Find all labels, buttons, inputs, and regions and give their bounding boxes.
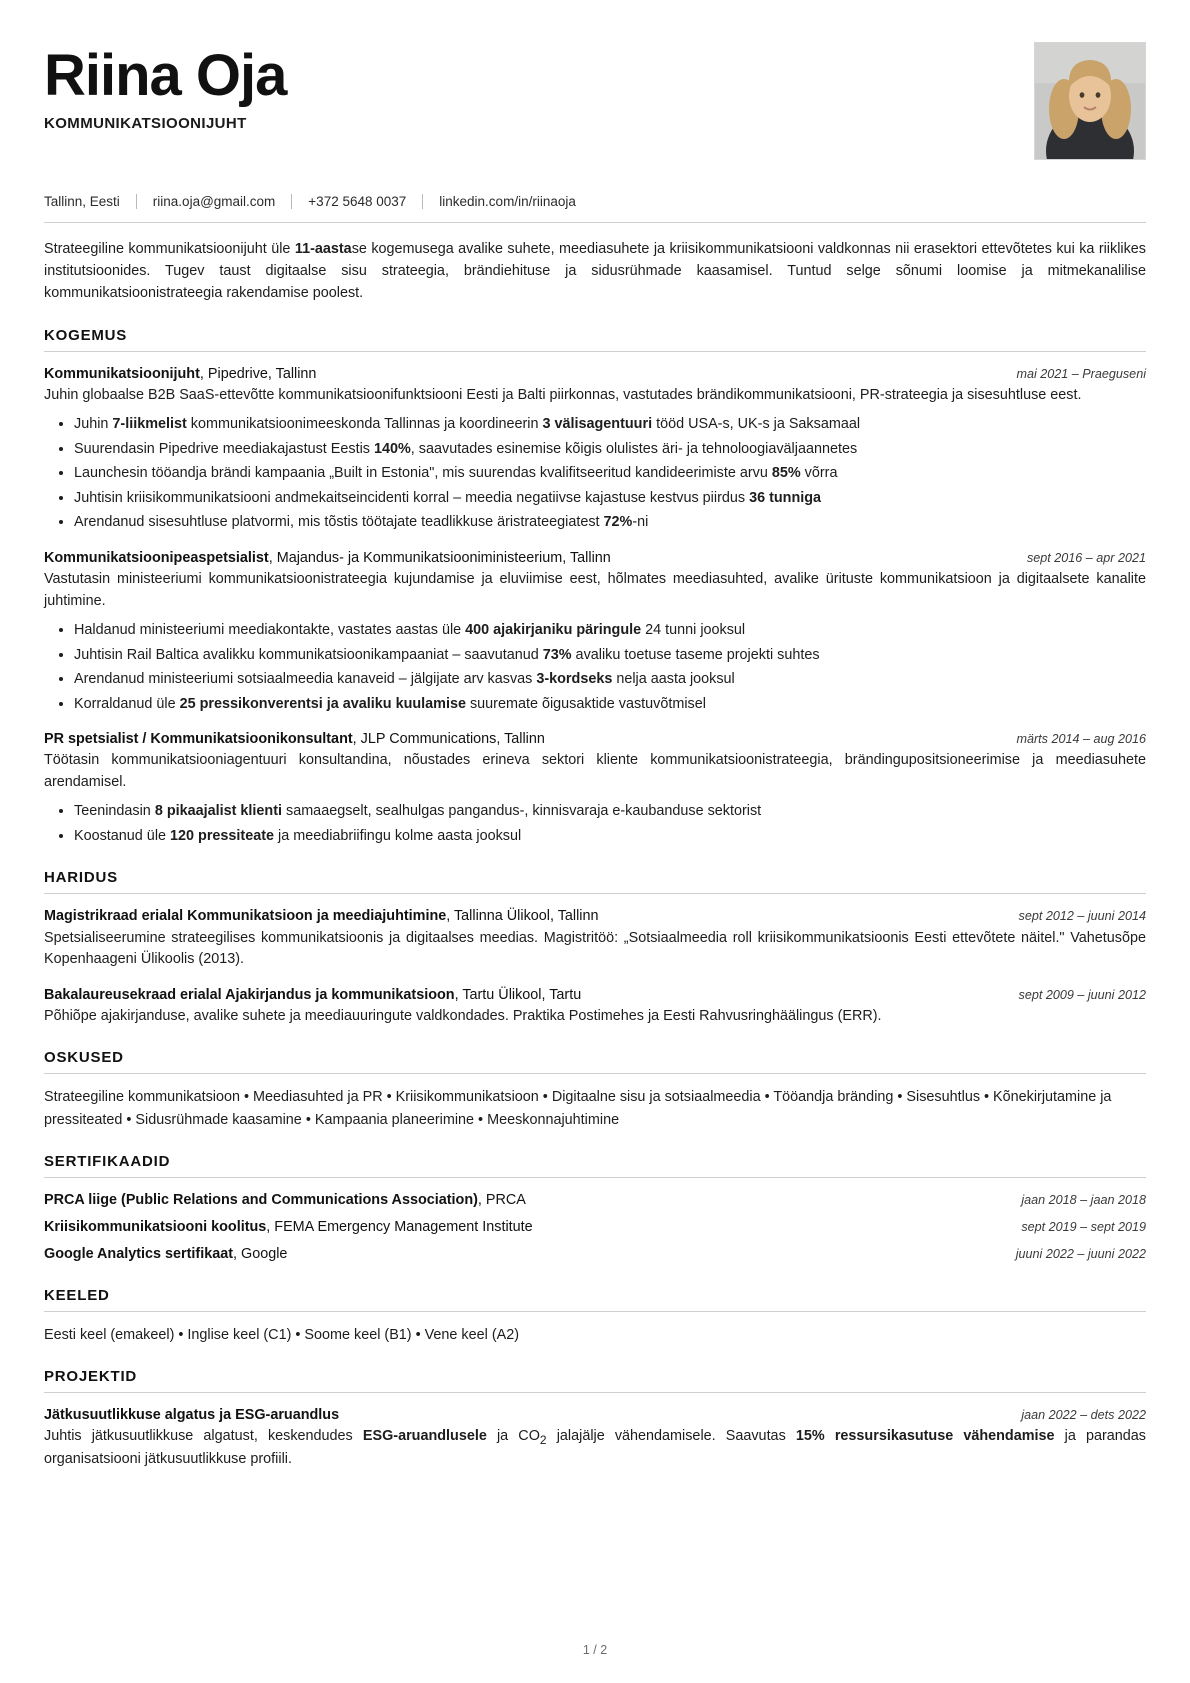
list-item: • Arendanud sisesuhtluse platvormi, mis tõstis töötajate teadlikkuse äristrateegiatest 72%-ni <box>74 511 1146 533</box>
contact-location: Tallinn, Eesti <box>44 194 120 209</box>
entry-company: , Majandus- ja Kommunikatsiooniministeerium, Tallinn <box>268 549 611 566</box>
entry-header <box>44 364 1146 384</box>
entry-bullets <box>44 619 1146 715</box>
page-footer <box>0 1643 1190 1657</box>
professional-summary: Strateegiline kommunikatsioonijuht üle 11-aastase kogemusega avalike suhete, meediasuhete ja kriisikommunikatsiooni valdkonnas nii erasektori ettevõtetes kui ka riiklikes institutsioonides. Tugev taust digitaalse sisu strateegia, brändiehituse ja sidusrühmade kaasamisel. Tuntud selge sõnumi loomise ja mitmekanalilise kommunikatsioonistrateegia rakendamise poolest. <box>44 241 1146 301</box>
entry-title <box>44 729 545 749</box>
page-title: Riina Oja <box>44 43 287 108</box>
entry-date: märts 2014 – aug 2016 <box>1016 732 1146 747</box>
section-title-certificates: SERTIFIKAADID <box>44 1153 1146 1178</box>
entry-company: , JLP Communications, Tallinn <box>352 731 545 748</box>
entry-date: sept 2016 – apr 2021 <box>1026 550 1146 565</box>
entry-title <box>44 906 599 926</box>
entry-description: Töötasin kommunikatsiooniagentuuri konsultandina, nõustades erineva sektori kliente kommunikatsioonistrateegia, brändingupositsioneerimise ja meediasuhete arendamisel. <box>44 752 1146 790</box>
list-item: • Korraldanud üle 25 pressikonverentsi ja avaliku kuulamise suuremate õigusaktide vastuvõtmisel <box>74 693 1146 715</box>
entry-degree: Magistrikraad erialal Kommunikatsioon ja meediajuhtimine <box>44 908 447 925</box>
entry-date: juuni 2022 – juuni 2022 <box>1015 1247 1146 1262</box>
entry-title <box>44 1190 526 1210</box>
entry-date: sept 2009 – juuni 2012 <box>1018 987 1146 1002</box>
section-title-education: HARIDUS <box>44 869 1146 894</box>
entry-title <box>44 364 316 384</box>
section-title-skills: OSKUSED <box>44 1049 1146 1074</box>
entry-description: Vastutasin ministeeriumi kommunikatsioonistrateegia kujundamise ja eluviimise eest, hõlmates meediasuhted, avalike ürituste kommunikatsioon ja digitaalsete kanalite juhtimine. <box>44 570 1146 609</box>
entry-company: , Pipedrive, Tallinn <box>199 365 317 382</box>
divider <box>136 194 137 209</box>
entry-title <box>44 1244 287 1264</box>
entry-bullets <box>44 800 1146 847</box>
header-text-block <box>44 42 286 132</box>
list-item: • Juhtisin kriisikommunikatsiooni andmekaitseincidenti korral – meedia negatiivse kajastuse kestvus piirdus 36 tunniga <box>74 487 1146 509</box>
certificate-issuer: , PRCA <box>477 1192 526 1209</box>
entry-degree: Bakalaureusekraad erialal Ajakirjandus ja kommunikatsioon <box>44 986 455 1003</box>
divider <box>422 194 423 209</box>
entry-title <box>44 1405 339 1425</box>
certificate-name: PRCA liige (Public Relations and Communications Association) <box>44 1192 478 1209</box>
entry-role: Kommunikatsioonijuht <box>44 365 200 382</box>
contact-phone[interactable]: +372 5648 0037 <box>308 194 407 209</box>
resume-header <box>44 42 1146 160</box>
section-experience <box>44 327 1146 848</box>
contact-bar <box>44 194 1146 223</box>
certificate-entry <box>44 1217 1146 1237</box>
entry-header <box>44 906 1146 926</box>
entry-date: jaan 2018 – jaan 2018 <box>1021 1193 1146 1208</box>
certificate-name: Google Analytics sertifikaat <box>44 1246 234 1263</box>
entry-school: , Tallinna Ülikool, Tallinn <box>446 908 599 925</box>
entry-header <box>44 1405 1146 1425</box>
list-item: • Suurendasin Pipedrive meediakajastust Eestis 140%, saavutades esinemise kõigis olulistes äri- ja tehnoloogiaväljaannetes <box>74 438 1146 460</box>
section-skills <box>44 1049 1146 1131</box>
entry-description: Spetsialiseerumine strateegilises kommunikatsioonis ja digitaalses meedias. Magistritöö: „Sotsiaalmeedia roll kriisikommunikatsioonis Eesti ettevõtete näitel." Vahetusõpe Kopenhaageni Ülikoolis (2013). <box>44 929 1146 968</box>
section-certificates <box>44 1153 1146 1264</box>
entry-description: Juhtis jätkusuutlikkuse algatust, keskendudes ESG-aruandlusele ja $CO_2$ jalajälje vähendamisele. Saavutas 15% ressursikasutuse vähendamise ja parandas organisatsiooni jätkusuutlikkuse profiili. <box>44 1428 1146 1467</box>
section-education <box>44 869 1146 1027</box>
section-title-projects: PROJEKTID <box>44 1368 1146 1393</box>
entry-date: mai 2021 – Praeguseni <box>1016 366 1146 381</box>
portrait-photo-icon <box>1035 43 1145 159</box>
entry-role: PR spetsialist / Kommunikatsioonikonsultant <box>44 731 353 748</box>
entry-header <box>44 985 1146 1005</box>
page-indicator: 1 / 2 <box>582 1643 608 1657</box>
experience-entry <box>44 364 1146 534</box>
entry-role: Kommunikatsioonipeaspetsialist <box>44 549 269 566</box>
experience-entry <box>44 548 1146 715</box>
section-languages <box>44 1287 1146 1346</box>
list-item: • Juhin 7-liikmelist kommunikatsioonimeeskonda Tallinnas ja koordineerin 3 välisagentuuri tööd USA-s, UK-s ja Saksamaal <box>74 413 1146 435</box>
section-projects <box>44 1368 1146 1471</box>
experience-entry <box>44 729 1146 847</box>
entry-description: Põhiõpe ajakirjanduse, avalike suhete ja meediauuringute valdkondades. Praktika Postimehes ja Eesti Rahvusringhäälingus (ERR). <box>44 1007 882 1024</box>
skills-list: Strateegiline kommunikatsioon • Meediasuhted ja PR • Kriisikommunikatsioon • Digitaalne sisu ja sotsiaalmeedia • Tööandja bränding • Sisesuhtlus • Kõnekirjutamine ja pressiteated • Sidusrühmade kaasamine • Kampaania planeerimine • Meeskonnajuhtimine <box>44 1089 1112 1128</box>
entry-date: sept 2019 – sept 2019 <box>1021 1220 1146 1235</box>
education-entry <box>44 985 1146 1028</box>
entry-title <box>44 548 611 568</box>
entry-description: Juhin globaalse B2B SaaS-ettevõtte kommunikatsioonifunktsiooni Eesti ja Balti piirkonnas, vastutades brändikommunikatsiooni, PR-strateegia ja sisesuhtluse eest. <box>44 386 1082 403</box>
list-item: • Juhtisin Rail Baltica avalikku kommunikatsioonikampaaniat – saavutanud 73% avaliku toetuse taseme projekti suhtes <box>74 644 1146 666</box>
certificate-issuer: , FEMA Emergency Management Institute <box>266 1219 533 1236</box>
certificate-name: Kriisikommunikatsiooni koolitus <box>44 1219 267 1236</box>
contact-email[interactable]: riina.oja@gmail.com <box>152 194 276 209</box>
section-title-languages: KEELED <box>44 1287 1146 1312</box>
entry-bullets <box>44 413 1146 533</box>
list-item: • Teenindasin 8 pikaajalist klienti samaaegselt, sealhulgas pangandus-, kinnisvaraja e-kaubanduse sektorist <box>74 800 1146 822</box>
contact-linkedin[interactable]: linkedin.com/in/riinaoja <box>439 194 576 209</box>
project-name: Jätkusuutlikkuse algatus ja ESG-aruandlus <box>44 1406 340 1423</box>
certificate-issuer: , Google <box>233 1246 288 1263</box>
entry-header <box>44 548 1146 568</box>
avatar <box>1034 42 1146 160</box>
list-item: • Haldanud ministeeriumi meediakontakte, vastates aastas üle 400 ajakirjaniku päringule 24 tunni jooksul <box>74 619 1146 641</box>
entry-school: , Tartu Ülikool, Tartu <box>454 986 582 1003</box>
education-entry <box>44 906 1146 970</box>
job-title: KOMMUNIKATSIOONIJUHT <box>44 114 247 132</box>
divider <box>291 194 292 209</box>
entry-title <box>44 1217 533 1237</box>
project-entry <box>44 1405 1146 1471</box>
entry-date: sept 2012 – juuni 2014 <box>1018 909 1146 924</box>
list-item: • Launchesin tööandja brändi kampaania „Built in Estonia", mis suurendas kvalifitseeritud kandideerimiste arvu 85% võrra <box>74 462 1146 484</box>
section-title-experience: KOGEMUS <box>44 327 1146 352</box>
languages-list: Eesti keel (emakeel) • Inglise keel (C1) • Soome keel (B1) • Vene keel (A2) <box>44 1326 520 1343</box>
list-item: • Arendanud ministeeriumi sotsiaalmeedia kanaveid – jälgijate arv kasvas 3-kordseks nelja aasta jooksul <box>74 668 1146 690</box>
entry-date: jaan 2022 – dets 2022 <box>1021 1407 1146 1422</box>
list-item: • Koostanud üle 120 pressiteate ja meediabriifingu kolme aasta jooksul <box>74 825 1146 847</box>
entry-header <box>44 729 1146 749</box>
entry-title <box>44 985 581 1005</box>
certificate-entry <box>44 1244 1146 1264</box>
certificate-entry <box>44 1190 1146 1210</box>
